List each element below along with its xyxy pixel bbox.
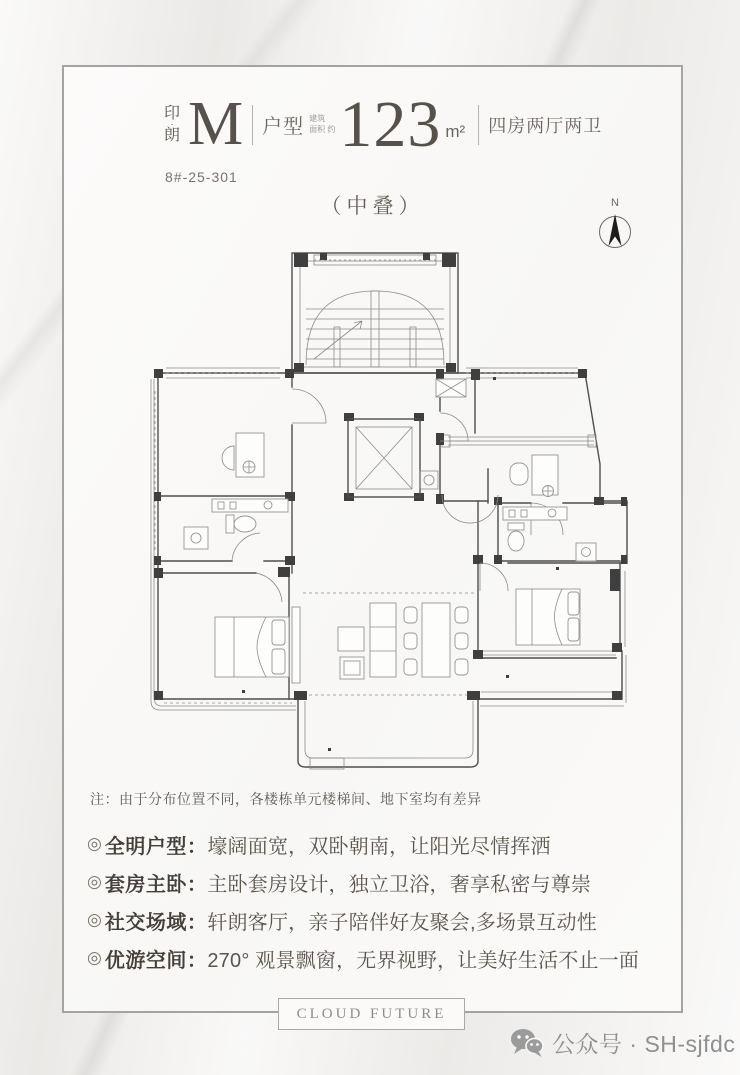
bullet-icon: ◎ [87,948,102,967]
desk-study-left [222,433,264,477]
bullet-icon: ◎ [87,834,102,853]
bed-right [516,589,580,645]
feature-item [87,901,667,939]
floor-plan [148,251,648,787]
divider [478,105,479,145]
desk-study-right [510,455,558,497]
wechat-account [510,1026,735,1059]
brand-char-top: 印 [164,104,181,122]
feature-text: 壕阔面宽，双卧朝南，让阳光尽情挥洒 [207,835,551,858]
area-qualifier [309,114,335,136]
footer-brand-box [278,998,465,1030]
unit-type-label: 户型 [262,116,305,139]
feature-label: 全明户型： [104,835,208,858]
exterior-walls [151,373,627,767]
area-value: 123 [339,88,442,161]
windows [155,368,625,769]
feature-text: 270° 观景飘窗，无界视野，让美好生活不止一面 [207,949,640,972]
feature-label: 优游空间： [104,949,208,972]
dining-table [404,603,468,677]
bullet-icon: ◎ [87,872,102,891]
wechat-icon [510,1027,544,1059]
unit-number: 8#-25-301 [165,169,238,185]
master-bed [215,617,289,677]
feature-label: 套房主卧： [104,873,208,896]
wardrobe [436,379,466,397]
feature-item [87,863,667,901]
room-layout-desc: 四房两厅两卫 [488,115,603,136]
feature-text: 主卧套房设计，独立卫浴，奢享私密与尊崇 [207,873,592,896]
brand-dot: · [170,119,174,130]
feature-list [87,825,667,977]
feature-item [87,825,667,863]
divider [252,105,253,145]
brand-name [164,105,180,145]
feature-item [87,939,667,977]
compass-north-label: N [611,197,619,209]
bathroom-left [184,499,288,549]
area-qualifier-line2: 面积 约 [309,124,336,134]
bathroom-right [503,507,596,561]
wechat-account-label: 公众号 · SH-sjfdc [552,1031,736,1057]
unit-type-letter: M [188,90,244,159]
staircase [292,253,458,373]
area-qualifier-line1: 建筑 [309,113,326,123]
stack-type-label: （中叠） [320,195,425,218]
compass-needle-icon [597,208,633,254]
footer-brand-text: CLOUD FUTURE [296,1005,447,1022]
feature-label: 社交场域： [104,911,208,934]
brand-char-bottom: 朗 [164,126,181,144]
elevator-shaft [348,419,438,497]
disclaimer-note: 注：由于分布位置不同，各楼栋单元楼梯间、地下室均有差异 [90,791,482,807]
flyer-frame [62,65,683,1013]
compass [597,198,633,258]
bullet-icon: ◎ [87,910,102,929]
header [164,88,603,161]
feature-text: 轩朗客厅，亲子陪伴好友聚会,多场景互动性 [207,911,597,934]
area-unit: m² [445,121,466,141]
